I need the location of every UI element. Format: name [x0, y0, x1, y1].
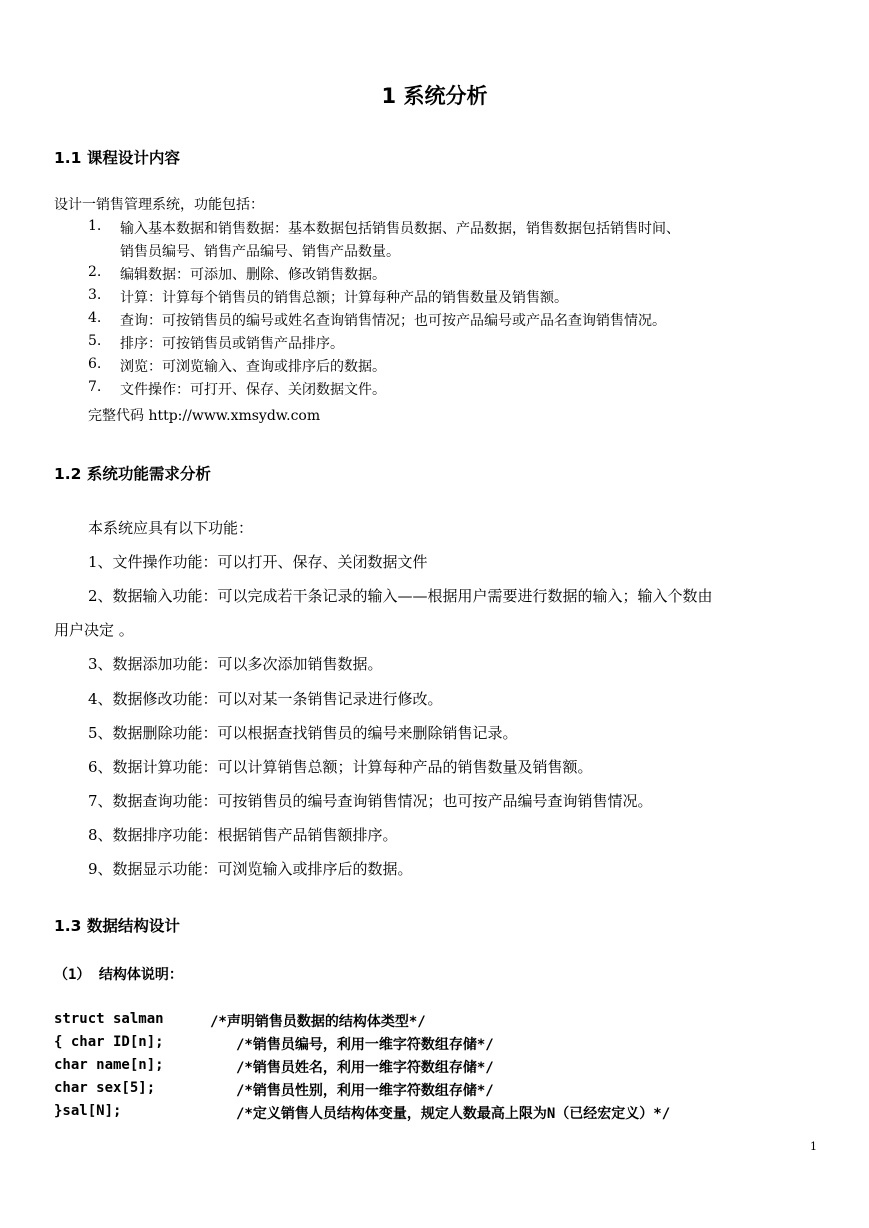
paragraph: 9、数据显示功能：可浏览输入或排序后的数据。 — [88, 860, 413, 878]
code-comment: /*销售员姓名，利用一维字符数组存储*/ — [236, 1060, 494, 1076]
list-number: 2. — [88, 264, 102, 280]
list-item — [0, 287, 869, 307]
code-link-text: 完整代码 http://www.xmsydw.com — [88, 408, 321, 424]
list-item — [0, 379, 869, 399]
code-comment: /*销售员性别，利用一维字符数组存储*/ — [236, 1083, 494, 1099]
subsection-label: （1） 结构体说明： — [54, 967, 183, 983]
list-text: 编辑数据：可添加、删除、修改销售数据。 — [120, 267, 386, 283]
paragraph: 5、数据删除功能：可以根据查找销售员的编号来删除销售记录。 — [88, 724, 518, 742]
list-item — [0, 310, 869, 330]
paragraph: 本系统应具有以下功能： — [88, 519, 254, 537]
code-comment: /*销售员编号，利用一维字符数组存储*/ — [236, 1037, 494, 1053]
code-comment: /*定义销售人员结构体变量，规定人数最高上限为N（已经宏定义）*/ — [236, 1106, 671, 1122]
list-number: 5. — [88, 333, 102, 349]
paragraph: 4、数据修改功能：可以对某一条销售记录进行修改。 — [88, 690, 443, 708]
paragraph: 7、数据查询功能：可按销售员的编号查询销售情况；也可按产品编号查询销售情况。 — [88, 792, 653, 810]
list-item — [0, 333, 869, 353]
paragraph: 6、数据计算功能：可以计算销售总额；计算每种产品的销售数量及销售额。 — [88, 758, 593, 776]
page-number: 1 — [810, 1140, 817, 1153]
list-number: 7. — [88, 379, 102, 395]
code-line: }sal[N]; — [54, 1103, 122, 1119]
list-text: 输入基本数据和销售数据：基本数据包括销售员数据、产品数据，销售数据包括销售时间、 — [120, 221, 680, 237]
list-text: 排序：可按销售员或销售产品排序。 — [120, 336, 344, 352]
page-title: 1 系统分析 — [381, 84, 488, 108]
list-text: 查询：可按销售员的编号或姓名查询销售情况；也可按产品编号或产品名查询销售情况。 — [120, 313, 666, 329]
list-number: 4. — [88, 310, 102, 326]
section-heading-1-2: 1.2 系统功能需求分析 — [54, 465, 211, 483]
list-number: 6. — [88, 356, 102, 372]
list-number: 3. — [88, 287, 102, 303]
list-item — [0, 264, 869, 284]
paragraph: 8、数据排序功能：根据销售产品销售额排序。 — [88, 826, 398, 844]
section-heading-1-1: 1.1 课程设计内容 — [54, 149, 180, 167]
list-item — [0, 356, 869, 376]
code-line: { char ID[n]; — [54, 1034, 164, 1050]
section-heading-1-3: 1.3 数据结构设计 — [54, 917, 180, 935]
paragraph: 3、数据添加功能：可以多次添加销售数据。 — [88, 655, 383, 673]
code-line: char sex[5]; — [54, 1080, 156, 1096]
list-item — [0, 218, 869, 238]
paragraph: 2、数据输入功能：可以完成若干条记录的输入——根据用户需要进行数据的输入；输入个数由 — [88, 587, 713, 605]
paragraph-continuation: 用户决定 。 — [54, 621, 134, 639]
code-line: struct salman — [54, 1011, 164, 1027]
paragraph: 1、文件操作功能：可以打开、保存、关闭数据文件 — [88, 553, 428, 571]
code-line: char name[n]; — [54, 1057, 164, 1073]
intro-text: 设计一销售管理系统，功能包括： — [54, 197, 264, 213]
list-text: 文件操作：可打开、保存、关闭数据文件。 — [120, 382, 386, 398]
list-text: 计算：计算每个销售员的销售总额；计算每种产品的销售数量及销售额。 — [120, 290, 568, 306]
list-item-continuation — [0, 241, 869, 261]
list-text: 浏览：可浏览输入、查询或排序后的数据。 — [120, 359, 386, 375]
list-number: 1. — [88, 218, 102, 234]
list-text: 销售员编号、销售产品编号、销售产品数量。 — [120, 244, 400, 260]
code-comment: /*声明销售员数据的结构体类型*/ — [210, 1014, 426, 1030]
